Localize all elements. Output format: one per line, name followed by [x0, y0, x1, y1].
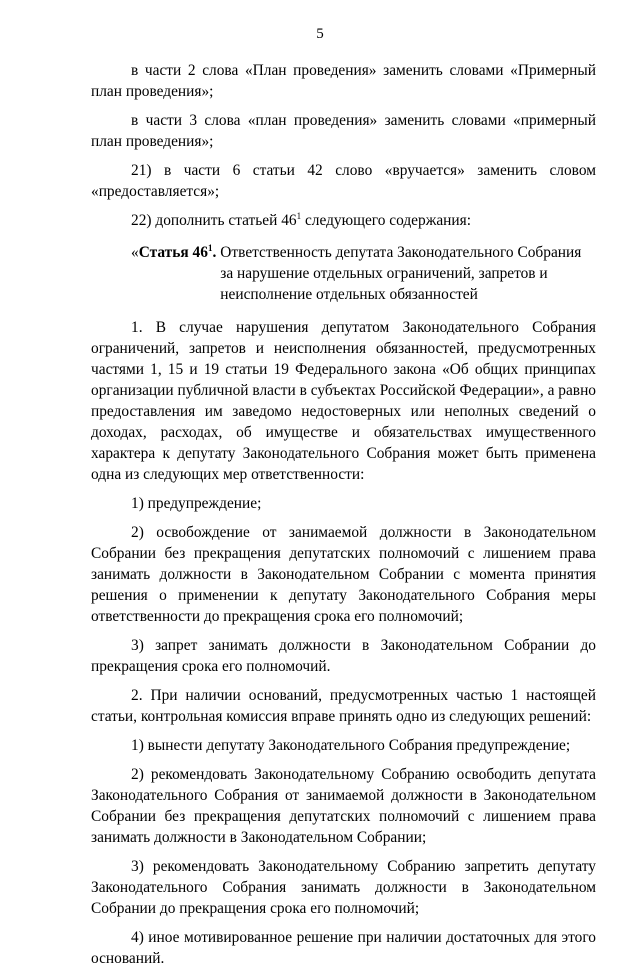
article-number-dot: .: [212, 244, 217, 261]
paragraph-part-1: 1. В случае нарушения депутатом Законодательного Собрания ограничений, запретов и неисполнения обязанностей, предусмотренных частями 1, 15 и 19 статьи 19 Федерального закона «Об общих принципах организации публичной власти в субъектах Российской Федерации», а равно предоставления им заведомо недостоверных или неполных сведений о доходах, расходах, об имуществе и обязательствах имущественного характера к депутату Законодательного Собрания может быть применена одна из следующих мер ответственности:: [91, 319, 596, 483]
paragraph-part1-item3: 3) запрет занимать должности в Законодательном Собрании до прекращения срока его полномочий.: [91, 637, 596, 675]
document-body: [91, 60, 596, 977]
paragraph-item-21: 21) в части 6 статьи 42 слово «вручается» заменить словом «предоставляется»;: [91, 162, 596, 200]
paragraph-part-2: 2. При наличии оснований, предусмотренных частью 1 настоящей статьи, контрольная комиссия вправе принять одно из следующих решений:: [91, 687, 596, 725]
paragraph-part2-item1: 1) вынести депутату Законодательного Собрания предупреждение;: [131, 737, 571, 754]
paragraph-part2-item4: 4) иное мотивированное решение при наличии достаточных для этого оснований.: [91, 929, 596, 967]
item22-superscript: 1: [296, 210, 302, 221]
paragraph-part3-amendment: в части 3 слова «план проведения» заменить словами «примерный план проведения»;: [91, 112, 596, 150]
page-number: 5: [316, 26, 324, 42]
item22-text-before: 22) дополнить статьей 46: [131, 212, 297, 229]
paragraph-part1-item1: 1) предупреждение;: [131, 495, 262, 512]
paragraph-part2-item2: 2) рекомендовать Законодательному Собранию освободить депутата Законодательного Собрания от занимаемой должности в Законодательном Собрании без прекращения депутатских полномочий с лишением права занимать должности в Законодательном Собрании;: [91, 766, 596, 846]
article-open-quote: «: [131, 244, 139, 261]
paragraph-part1-item2: 2) освобождение от занимаемой должности в Законодательном Собрании без прекращения депутатских полномочий с лишением права занимать должности в Законодательном Собрании с момента принятия решения о применении к депутату Законодательного Собрания меры ответственности до прекращения срока его полномочий;: [91, 524, 596, 625]
article-title: Ответственность депутата Законодательного Собрания за нарушение отдельных ограничений, запретов и неисполнение отдельных обязанностей: [220, 244, 582, 303]
article-heading: [131, 242, 596, 305]
paragraph-part2-item3: 3) рекомендовать Законодательному Собранию запретить депутату Законодательного Собрания занимать должности в Законодательном Собрании до прекращения срока его полномочий;: [91, 858, 596, 917]
paragraph-item-22: [91, 210, 596, 231]
article-label: [131, 242, 220, 305]
article-number-superscript: 1: [207, 242, 213, 253]
paragraph-part2-amendment: в части 2 слова «План проведения» заменить словами «Примерный план проведения»;: [91, 62, 596, 100]
item22-text-after: следующего содержания:: [301, 212, 471, 229]
article-number: Статья 46: [138, 244, 208, 261]
